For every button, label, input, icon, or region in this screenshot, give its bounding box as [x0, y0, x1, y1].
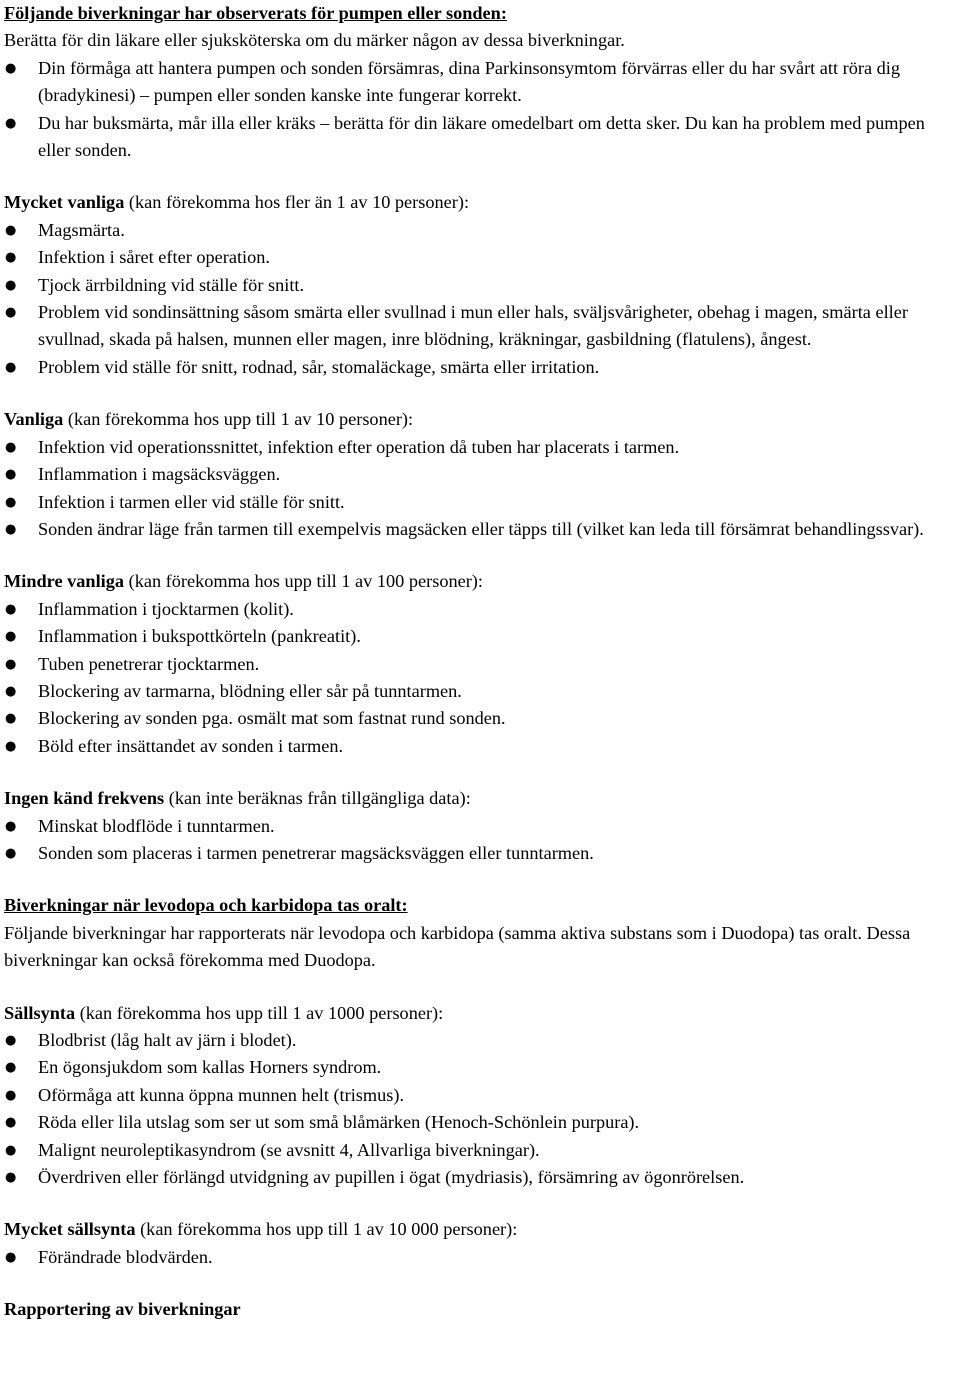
- list-item: ● Infektion vid operationssnittet, infektion efter operation då tuben har placerats i tarmen.: [4, 434, 954, 461]
- oral-text: Följande biverkningar har rapporterats när levodopa och karbidopa (samma aktiva substans som i Duodopa) tas oralt. Dessa biverkningar kan också förekomma med Duodopa.: [4, 922, 911, 971]
- bullet-icon: ●: [5, 1170, 17, 1186]
- bullet-icon: ●: [5, 1249, 17, 1265]
- bullet-icon: ●: [5, 467, 17, 483]
- bullet-icon: ●: [5, 1060, 17, 1076]
- bullet-icon: ●: [5, 1142, 17, 1158]
- list-item: ● Blockering av sonden pga. osmält mat som fastnat rund sonden.: [4, 705, 954, 732]
- list-item: ● Inflammation i bukspottkörteln (pankreatit).: [4, 623, 954, 650]
- list-item: ● Tuben penetrerar tjocktarmen.: [4, 651, 954, 678]
- frequency-heading-very-common: Mycket vanliga (kan förekomma hos fler än 1 av 10 personer):: [4, 192, 470, 213]
- frequency-heading-very-rare: Mycket sällsynta (kan förekomma hos upp till 1 av 10 000 personer):: [4, 1219, 518, 1240]
- list-item: ● Inflammation i tjocktarmen (kolit).: [4, 596, 954, 623]
- bullet-icon: ●: [5, 629, 17, 645]
- list-item: ● Förändrade blodvärden.: [4, 1244, 954, 1271]
- list-item: ● Tjock ärrbildning vid ställe för snitt.: [4, 272, 954, 299]
- bullet-icon: ●: [5, 656, 17, 672]
- list-item: ● Sonden som placeras i tarmen penetrerar magsäcksväggen eller tunntarmen.: [4, 840, 954, 867]
- list-item: ● Oförmåga att kunna öppna munnen helt (trismus).: [4, 1082, 954, 1109]
- bullet-icon: ●: [5, 711, 17, 727]
- list-item: ● Du har buksmärta, mår illa eller kräks – berätta för din läkare omedelbart om detta sker. Du kan ha problem med pumpen eller sonden.: [4, 110, 954, 165]
- bullet-list-uncommon: [4, 596, 954, 760]
- list-item: ● Problem vid sondinsättning såsom smärta eller svullnad i mun eller hals, sväljsvårigheter, obehag i magen, smärta eller svullnad, skada på halsen, munnen eller magen, inre blödning, kräkningar, gasbildning (flatulens), ångest.: [4, 299, 954, 354]
- bullet-list-very-rare: [4, 1244, 954, 1271]
- list-item: ● Problem vid ställe för snitt, rodnad, sår, stomaläckage, smärta eller irritation.: [4, 354, 954, 381]
- list-item: ● Inflammation i magsäcksväggen.: [4, 461, 954, 488]
- bullet-icon: ●: [5, 818, 17, 834]
- bullet-list-very-common: [4, 217, 954, 381]
- frequency-heading-unknown: Ingen känd frekvens (kan inte beräknas från tillgängliga data):: [4, 788, 471, 809]
- bullet-list-rare: [4, 1027, 954, 1191]
- list-item: ● Magsmärta.: [4, 217, 954, 244]
- section-heading-reporting: Rapportering av biverkningar: [4, 1299, 241, 1320]
- list-item: ● Infektion i tarmen eller vid ställe för snitt.: [4, 489, 954, 516]
- list-item: ● Minskat blodflöde i tunntarmen.: [4, 813, 954, 840]
- bullet-icon: ●: [5, 601, 17, 617]
- bullet-icon: ●: [5, 1033, 17, 1048]
- bullet-list-common: [4, 434, 954, 544]
- frequency-heading-uncommon: Mindre vanliga (kan förekomma hos upp till 1 av 100 personer):: [4, 571, 483, 592]
- list-item: ● Överdriven eller förlängd utvidgning av pupillen i ögat (mydriasis), försämring av ögonrörelsen.: [4, 1164, 954, 1191]
- bullet-icon: ●: [5, 1115, 17, 1131]
- list-item: ● Blockering av tarmarna, blödning eller sår på tunntarmen.: [4, 678, 954, 705]
- bullet-icon: ●: [5, 494, 17, 510]
- section-heading-pump-probe: Följande biverkningar har observerats för pumpen eller sonden:: [4, 3, 507, 23]
- bullet-icon: ●: [5, 1087, 17, 1103]
- bullet-icon: ●: [5, 222, 17, 238]
- bullet-icon: ●: [5, 277, 17, 293]
- frequency-heading-rare: Sällsynta (kan förekomma hos upp till 1 av 1000 personer):: [4, 1002, 444, 1023]
- list-item: ● Din förmåga att hantera pumpen och sonden försämras, dina Parkinsonsymtom förvärras eller du har svårt att röra dig (bradykinesi) – pumpen eller sonden kanske inte fungerar korrekt.: [4, 55, 954, 110]
- bullet-icon: ●: [5, 115, 17, 131]
- list-item: ● Blodbrist (låg halt av järn i blodet).: [4, 1027, 954, 1054]
- bullet-icon: ●: [5, 521, 17, 537]
- section-heading-oral: Biverkningar när levodopa och karbidopa tas oralt:: [4, 895, 408, 916]
- list-item: ● En ögonsjukdom som kallas Horners syndrom.: [4, 1054, 954, 1081]
- bullet-icon: ●: [5, 60, 17, 76]
- bullet-icon: ●: [5, 845, 17, 861]
- bullet-icon: ●: [5, 683, 17, 699]
- intro-text: Berätta för din läkare eller sjuksköterska om du märker någon av dessa biverkningar.: [4, 30, 625, 51]
- bullet-list-unknown: [4, 813, 954, 868]
- bullet-icon: ●: [5, 738, 17, 754]
- bullet-list-intro: [4, 55, 954, 165]
- bullet-icon: ●: [5, 359, 17, 375]
- list-item: ● Böld efter insättandet av sonden i tarmen.: [4, 733, 954, 760]
- frequency-heading-common: Vanliga (kan förekomma hos upp till 1 av 10 personer):: [4, 409, 414, 430]
- bullet-icon: ●: [5, 250, 17, 266]
- list-item: ● Malignt neuroleptikasyndrom (se avsnitt 4, Allvarliga biverkningar).: [4, 1137, 954, 1164]
- list-item: ● Röda eller lila utslag som ser ut som små blåmärken (Henoch-Schönlein purpura).: [4, 1109, 954, 1136]
- bullet-icon: ●: [5, 439, 17, 455]
- bullet-icon: ●: [5, 305, 17, 321]
- list-item: ● Infektion i såret efter operation.: [4, 244, 954, 271]
- list-item: ● Sonden ändrar läge från tarmen till exempelvis magsäcken eller täpps till (vilket kan leda till försämrat behandlingssvar).: [4, 516, 954, 543]
